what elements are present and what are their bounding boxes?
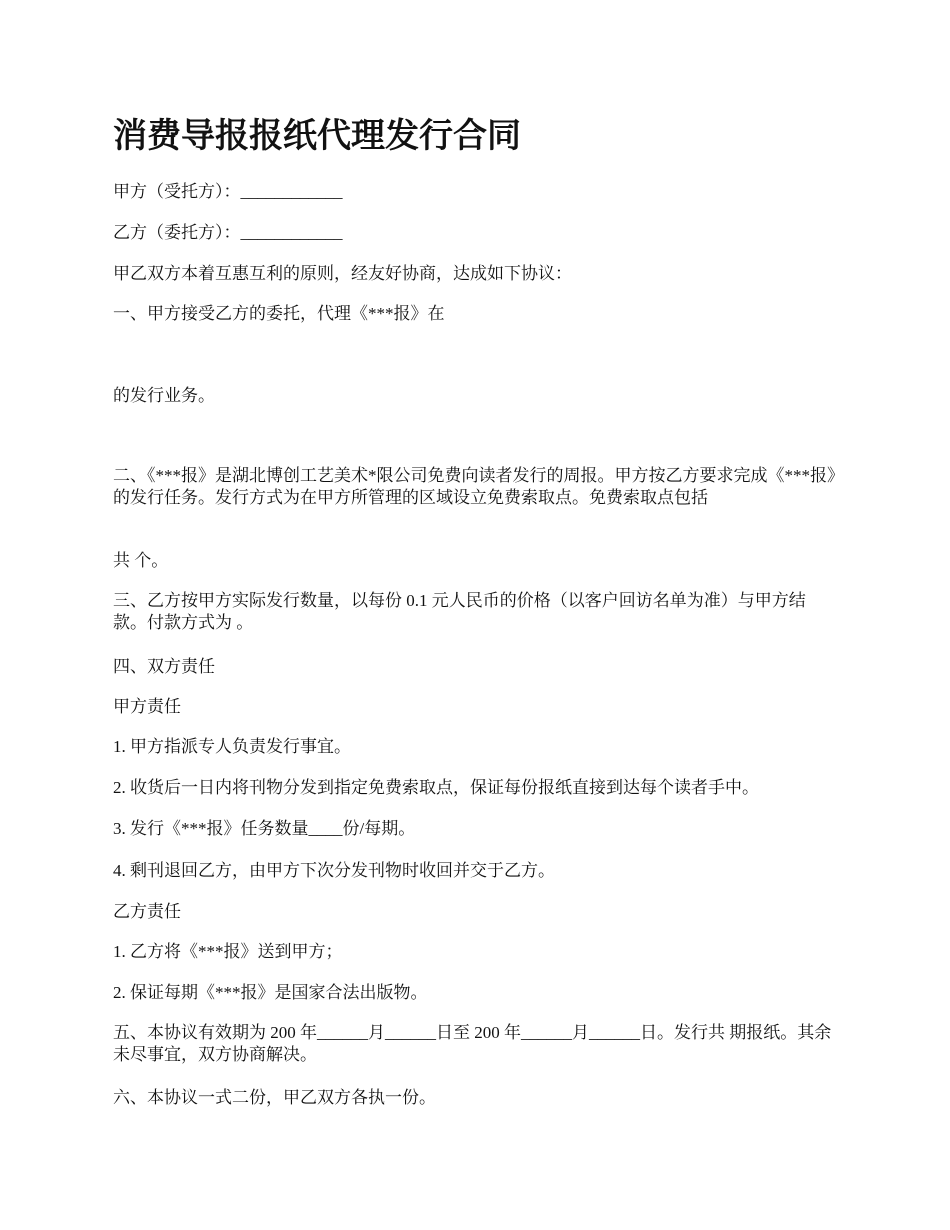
document-title: 消费导报报纸代理发行合同 (113, 116, 521, 156)
clause-5-paragraph: 五、本协议有效期为 200 年______月______日至 200 年______月______日。发行共 期报纸。其余未尽事宜，双方协商解决。 (113, 1023, 832, 1064)
clause-1-paragraph: 一、甲方接受乙方的委托，代理《***报》在 (113, 304, 445, 323)
preamble-paragraph: 甲乙双方本着互惠互利的原则，经友好协商，达成如下协议： (113, 264, 572, 283)
clause-3-paragraph: 三、乙方按甲方实际发行数量，以每份 0.1 元人民币的价格（以客户回访名单为准）与甲方结款。付款方式为 。 (113, 591, 806, 632)
party-a-duty-4: 4. 剩刊退回乙方，由甲方下次分发刊物时收回并交于乙方。 (113, 861, 555, 880)
clause-1-continuation: 的发行业务。 (113, 386, 215, 405)
clause-6-paragraph: 六、本协议一式二份，甲乙双方各执一份。 (113, 1088, 436, 1107)
clause-4-heading: 四、双方责任 (113, 657, 215, 676)
clause-2-paragraph: 二、《***报》是湖北博创工艺美术*限公司免费向读者发行的周报。甲方按乙方要求完成《***报》的发行任务。发行方式为在甲方所管理的区域设立免费索取点。免费索取点包括 (113, 466, 836, 507)
party-b-duties-heading: 乙方责任 (113, 902, 181, 921)
party-b-duty-2: 2. 保证每期《***报》是国家合法出版物。 (113, 983, 428, 1002)
party-a-duties-heading: 甲方责任 (113, 697, 181, 716)
party-a-line: 甲方（受托方）：____________ (113, 182, 343, 201)
party-a-duty-1: 1. 甲方指派专人负责发行事宜。 (113, 737, 351, 756)
party-b-line: 乙方（委托方）：____________ (113, 223, 343, 242)
party-a-duty-2: 2. 收货后一日内将刊物分发到指定免费索取点，保证每份报纸直接到达每个读者手中。 (113, 778, 759, 797)
party-a-duty-3: 3. 发行《***报》任务数量____份/每期。 (113, 819, 416, 838)
party-b-duty-1: 1. 乙方将《***报》送到甲方； (113, 942, 343, 961)
clause-2-continuation: 共 个。 (113, 551, 169, 570)
